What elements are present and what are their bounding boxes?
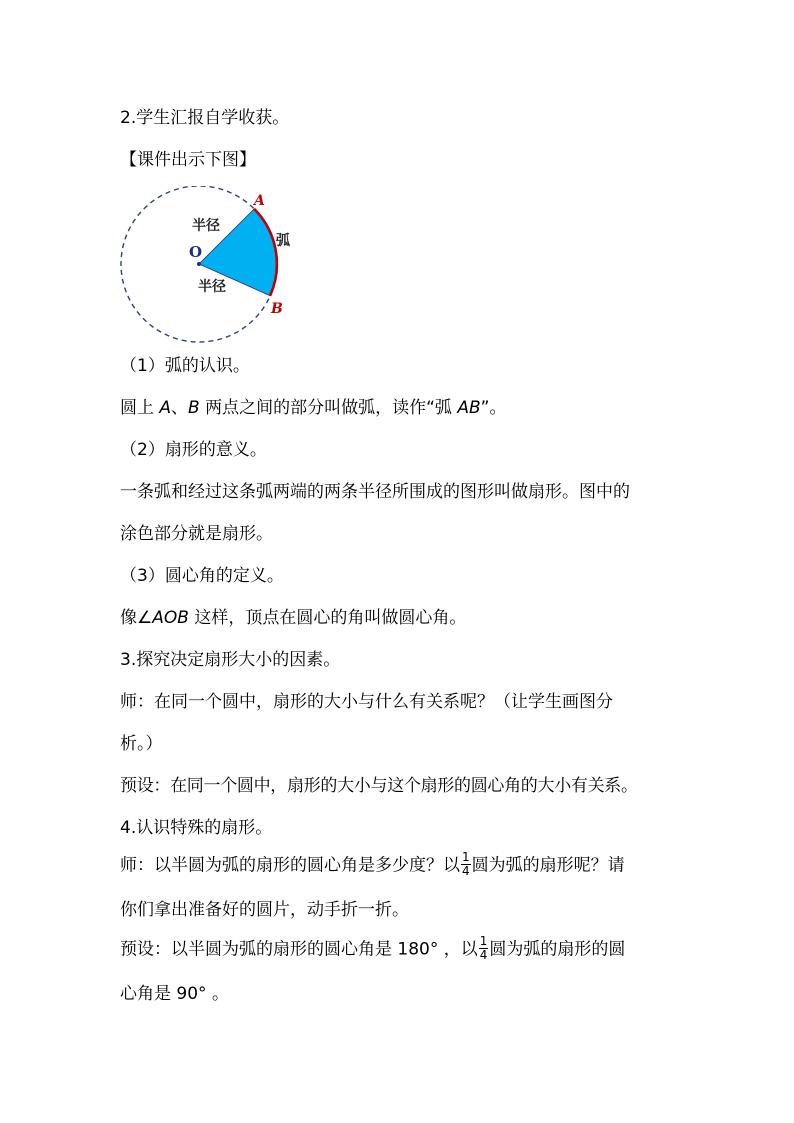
section-2-title: （2）扇形的意义。 — [120, 440, 267, 460]
section-3-title: （3）圆心角的定义。 — [120, 566, 284, 586]
circle-sector-figure — [118, 186, 308, 348]
section-1-title: （1）弧的认识。 — [120, 356, 250, 376]
section-1-text: 圆上 A、B 两点之间的部分叫做弧，读作“弧 AB”。 — [120, 398, 507, 418]
section-3-text: 像∠AOB 这样，顶点在圆心的角叫做圆心角。 — [120, 608, 467, 628]
question-4-line-1: 师：以半圆为弧的扇形的圆心角是多少度？以 $\frac{1}{4}$ 圆为弧的扇形呢？请 — [120, 850, 625, 878]
answer-4-line-2: 心角是 90° 。 — [120, 984, 229, 1004]
radius-label-top: 半径 — [192, 218, 220, 234]
courseware-note: 【课件出示下图】 — [120, 150, 256, 170]
answer-3: 预设：在同一个圆中，扇形的大小与这个扇形的圆心角的大小有关系。 — [120, 776, 638, 796]
heading-4: 4.认识特殊的扇形。 — [120, 818, 273, 838]
heading-3: 3.探究决定扇形大小的因素。 — [120, 650, 341, 670]
question-4-line-2: 你们拿出准备好的圆片，动手折一折。 — [120, 900, 409, 920]
center-point — [197, 262, 201, 266]
arc-label: 弧 — [276, 233, 290, 249]
label-b: B — [271, 301, 283, 317]
fraction-one-quarter: $\frac{1}{4}$ — [479, 934, 488, 962]
radius-label-bottom: 半径 — [198, 279, 226, 295]
heading-2: 2.学生汇报自学收获。 — [120, 108, 290, 128]
label-a: A — [254, 193, 265, 209]
question-3-line-1: 师：在同一个圆中，扇形的大小与什么有关系呢？（让学生画图分 — [120, 692, 613, 712]
question-3-line-2: 析。） — [120, 734, 163, 754]
section-2-line-2: 涂色部分就是扇形。 — [120, 524, 273, 544]
answer-4-line-1: 预设：以半圆为弧的扇形的圆心角是 180° ，以 $\frac{1}{4}$ 圆为弧的扇形的圆 — [120, 934, 626, 962]
section-2-line-1: 一条弧和经过这条弧两端的两条半径所围成的图形叫做扇形。图中的 — [120, 482, 630, 502]
fraction-one-quarter: $\frac{1}{4}$ — [462, 850, 470, 878]
label-o: O — [189, 243, 203, 261]
